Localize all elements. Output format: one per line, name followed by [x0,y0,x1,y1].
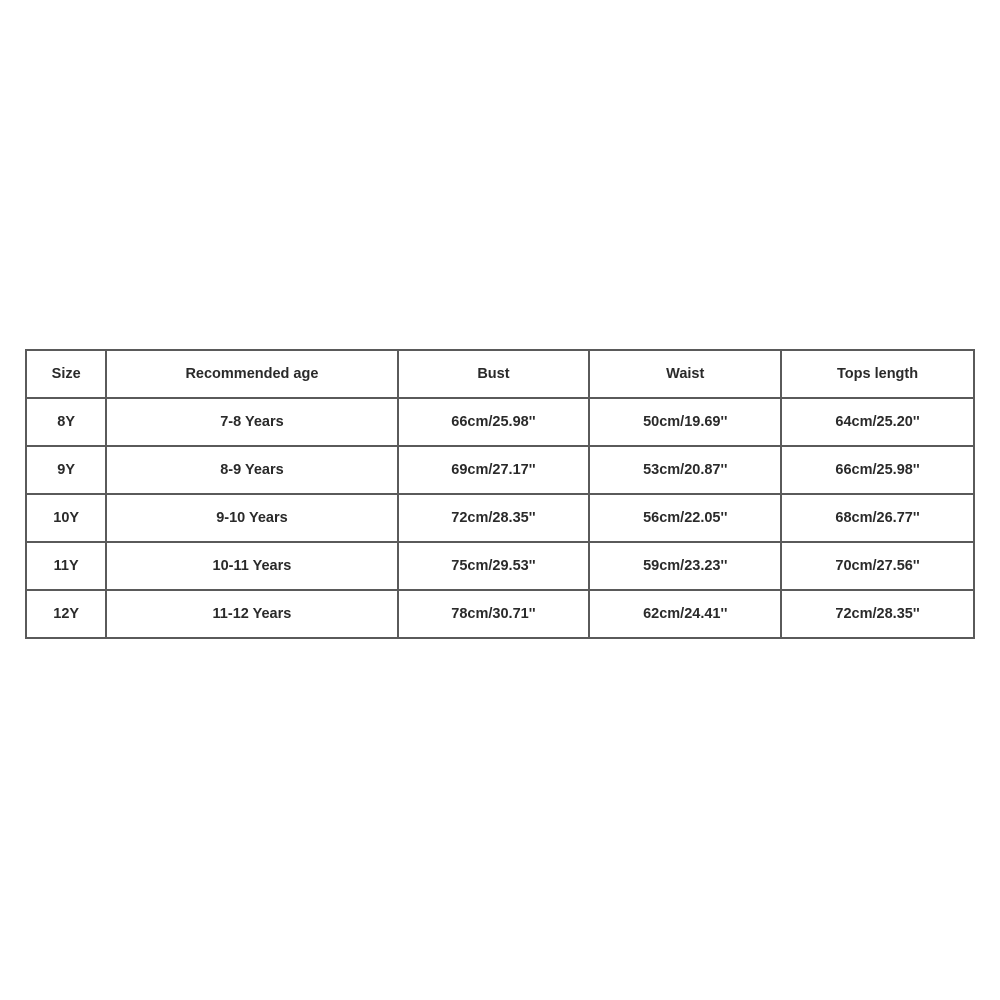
cell-bust: 78cm/30.71'' [398,590,590,638]
cell-waist: 53cm/20.87'' [589,446,781,494]
cell-recommended-age: 8-9 Years [106,446,397,494]
cell-tops-length: 68cm/26.77'' [781,494,974,542]
cell-tops-length: 66cm/25.98'' [781,446,974,494]
table-header-row [26,350,974,398]
cell-bust: 72cm/28.35'' [398,494,590,542]
header-waist: Waist [589,350,781,398]
cell-recommended-age: 10-11 Years [106,542,397,590]
header-recommended-age: Recommended age [106,350,397,398]
header-size: Size [26,350,106,398]
cell-waist: 59cm/23.23'' [589,542,781,590]
table-row [26,494,974,542]
cell-size: 8Y [26,398,106,446]
cell-size: 10Y [26,494,106,542]
size-chart-table [25,349,975,639]
cell-bust: 66cm/25.98'' [398,398,590,446]
cell-waist: 50cm/19.69'' [589,398,781,446]
cell-tops-length: 72cm/28.35'' [781,590,974,638]
cell-waist: 62cm/24.41'' [589,590,781,638]
cell-recommended-age: 7-8 Years [106,398,397,446]
table-row [26,446,974,494]
cell-tops-length: 70cm/27.56'' [781,542,974,590]
header-bust: Bust [398,350,590,398]
cell-recommended-age: 11-12 Years [106,590,397,638]
cell-bust: 75cm/29.53'' [398,542,590,590]
table-row [26,542,974,590]
table-row [26,590,974,638]
cell-waist: 56cm/22.05'' [589,494,781,542]
cell-size: 9Y [26,446,106,494]
cell-size: 12Y [26,590,106,638]
cell-bust: 69cm/27.17'' [398,446,590,494]
table-row [26,398,974,446]
cell-tops-length: 64cm/25.20'' [781,398,974,446]
cell-size: 11Y [26,542,106,590]
header-tops-length: Tops length [781,350,974,398]
cell-recommended-age: 9-10 Years [106,494,397,542]
